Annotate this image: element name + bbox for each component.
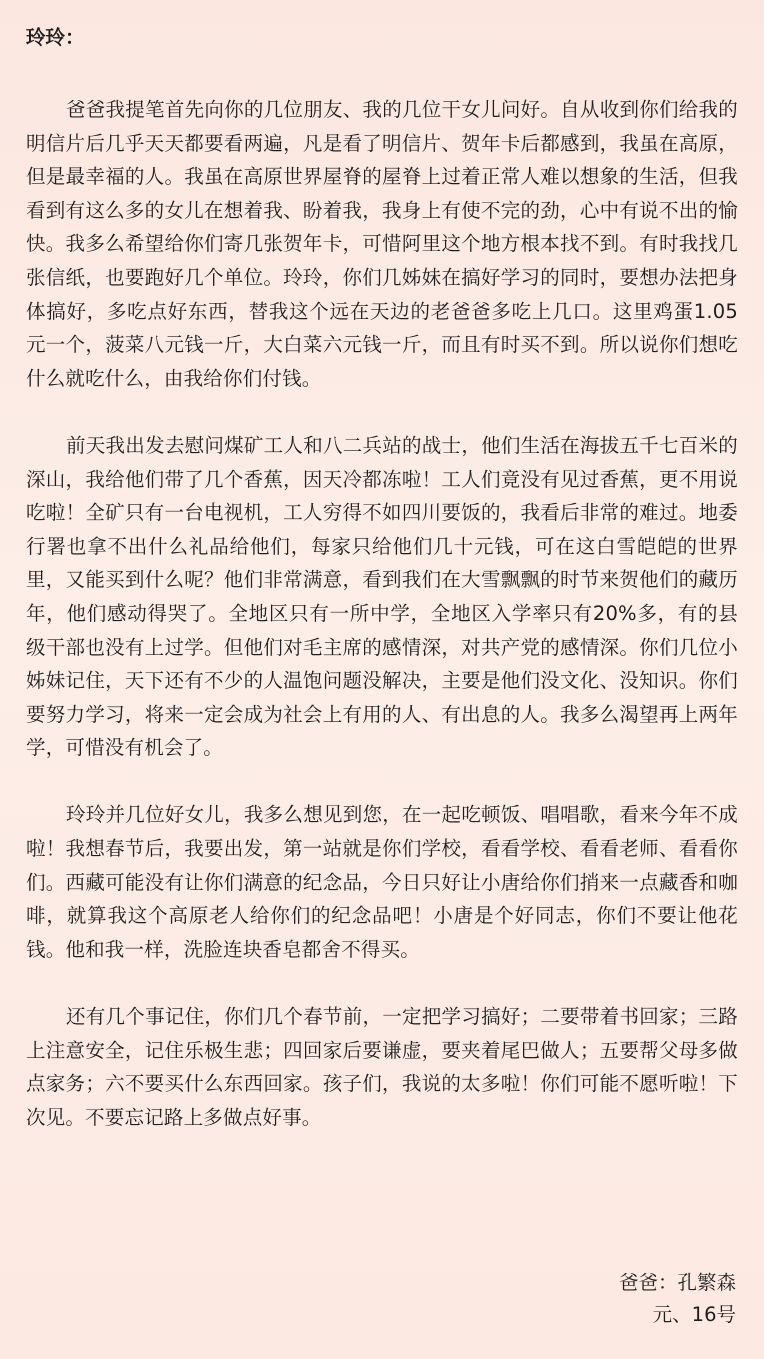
letter-signature (619, 1267, 736, 1331)
letter-paragraph: 爸爸我提笔首先向你的几位朋友、我的几位干女儿问好。自从收到你们给我的明信片后几乎天天都要看两遍，凡是看了明信片、贺年卡后都感到，我虽在高原，但是最幸福的人。我虽在高原世界屋脊的屋脊上过着正常人难以想象的生活，但我看到有这么多的女儿在想着我、盼着我，我身上有使不完的劲，心中有说不出的愉快。我多么希望给你们寄几张贺年卡，可惜阿里这个地方根本找不到。有时我找几张信纸，也要跑好几个单位。玲玲，你们几姊妹在搞好学习的同时，要想办法把身体搞好，多吃点好东西，替我这个远在天边的老爸爸多吃上几口。这里鸡蛋1.05元一个，菠菜八元钱一斤，大白菜六元钱一斤，而且有时买不到。所以说你们想吃什么就吃什么，由我给你们付钱。 (26, 98, 738, 390)
signature-name-line: 爸爸：孔繁森 (618, 1271, 736, 1294)
letter-paragraph: 玲玲并几位好女儿，我多么想见到您，在一起吃顿饭、唱唱歌，看来今年不成啦！我想春节后，我要出发，第一站就是你们学校，看看学校、看看老师、看看你们。西藏可能没有让你们满意的纪念品，今日只好让小唐给你们捎来一点藏香和咖啡，就算我这个高原老人给你们的纪念品吧！小唐是个好同志，你们不要让他花钱。他和我一样，洗脸连块香皂都舍不得买。 (26, 803, 738, 961)
letter-greeting: 玲玲： (26, 26, 85, 49)
letter-paragraph: 前天我出发去慰问煤矿工人和八二兵站的战士，他们生活在海拔五千七百米的深山，我给他们带了几个香蕉，因天冷都冻啦！工人们竟没有见过香蕉，更不用说吃啦！全矿只有一台电视机，工人穷得不如四川要饭的，我看后非常的难过。地委行署也拿不出什么礼品给他们，每家只给他们几十元钱，可在这白雪皑皑的世界里，又能买到什么呢？他们非常满意，看到我们在大雪飘飘的时节来贺他们的藏历年，他们感动得哭了。全地区只有一所中学，全地区入学率只有20%多，有的县级干部也没有上过学。但他们对毛主席的感情深，对共产党的感情深。你们几位小姊妹记住，天下还有不少的人温饱问题没解决，主要是他们没文化、没知识。你们要努力学习，将来一定会成为社会上有用的人、有出息的人。我多么渴望再上两年学，可惜没有机会了。 (26, 433, 738, 760)
letter-paragraph: 还有几个事记住，你们几个春节前，一定把学习搞好；二要带着书回家；三路上注意安全，记住乐极生悲；四回家后要谦虚，要夹着尾巴做人；五要帮父母多做点家务；六不要买什么东西回家。孩子们，我说的太多啦！你们可能不愿听啦！下次见。不要忘记路上多做点好事。 (26, 1005, 738, 1129)
signature-date-line: 元、16号 (652, 1303, 736, 1326)
